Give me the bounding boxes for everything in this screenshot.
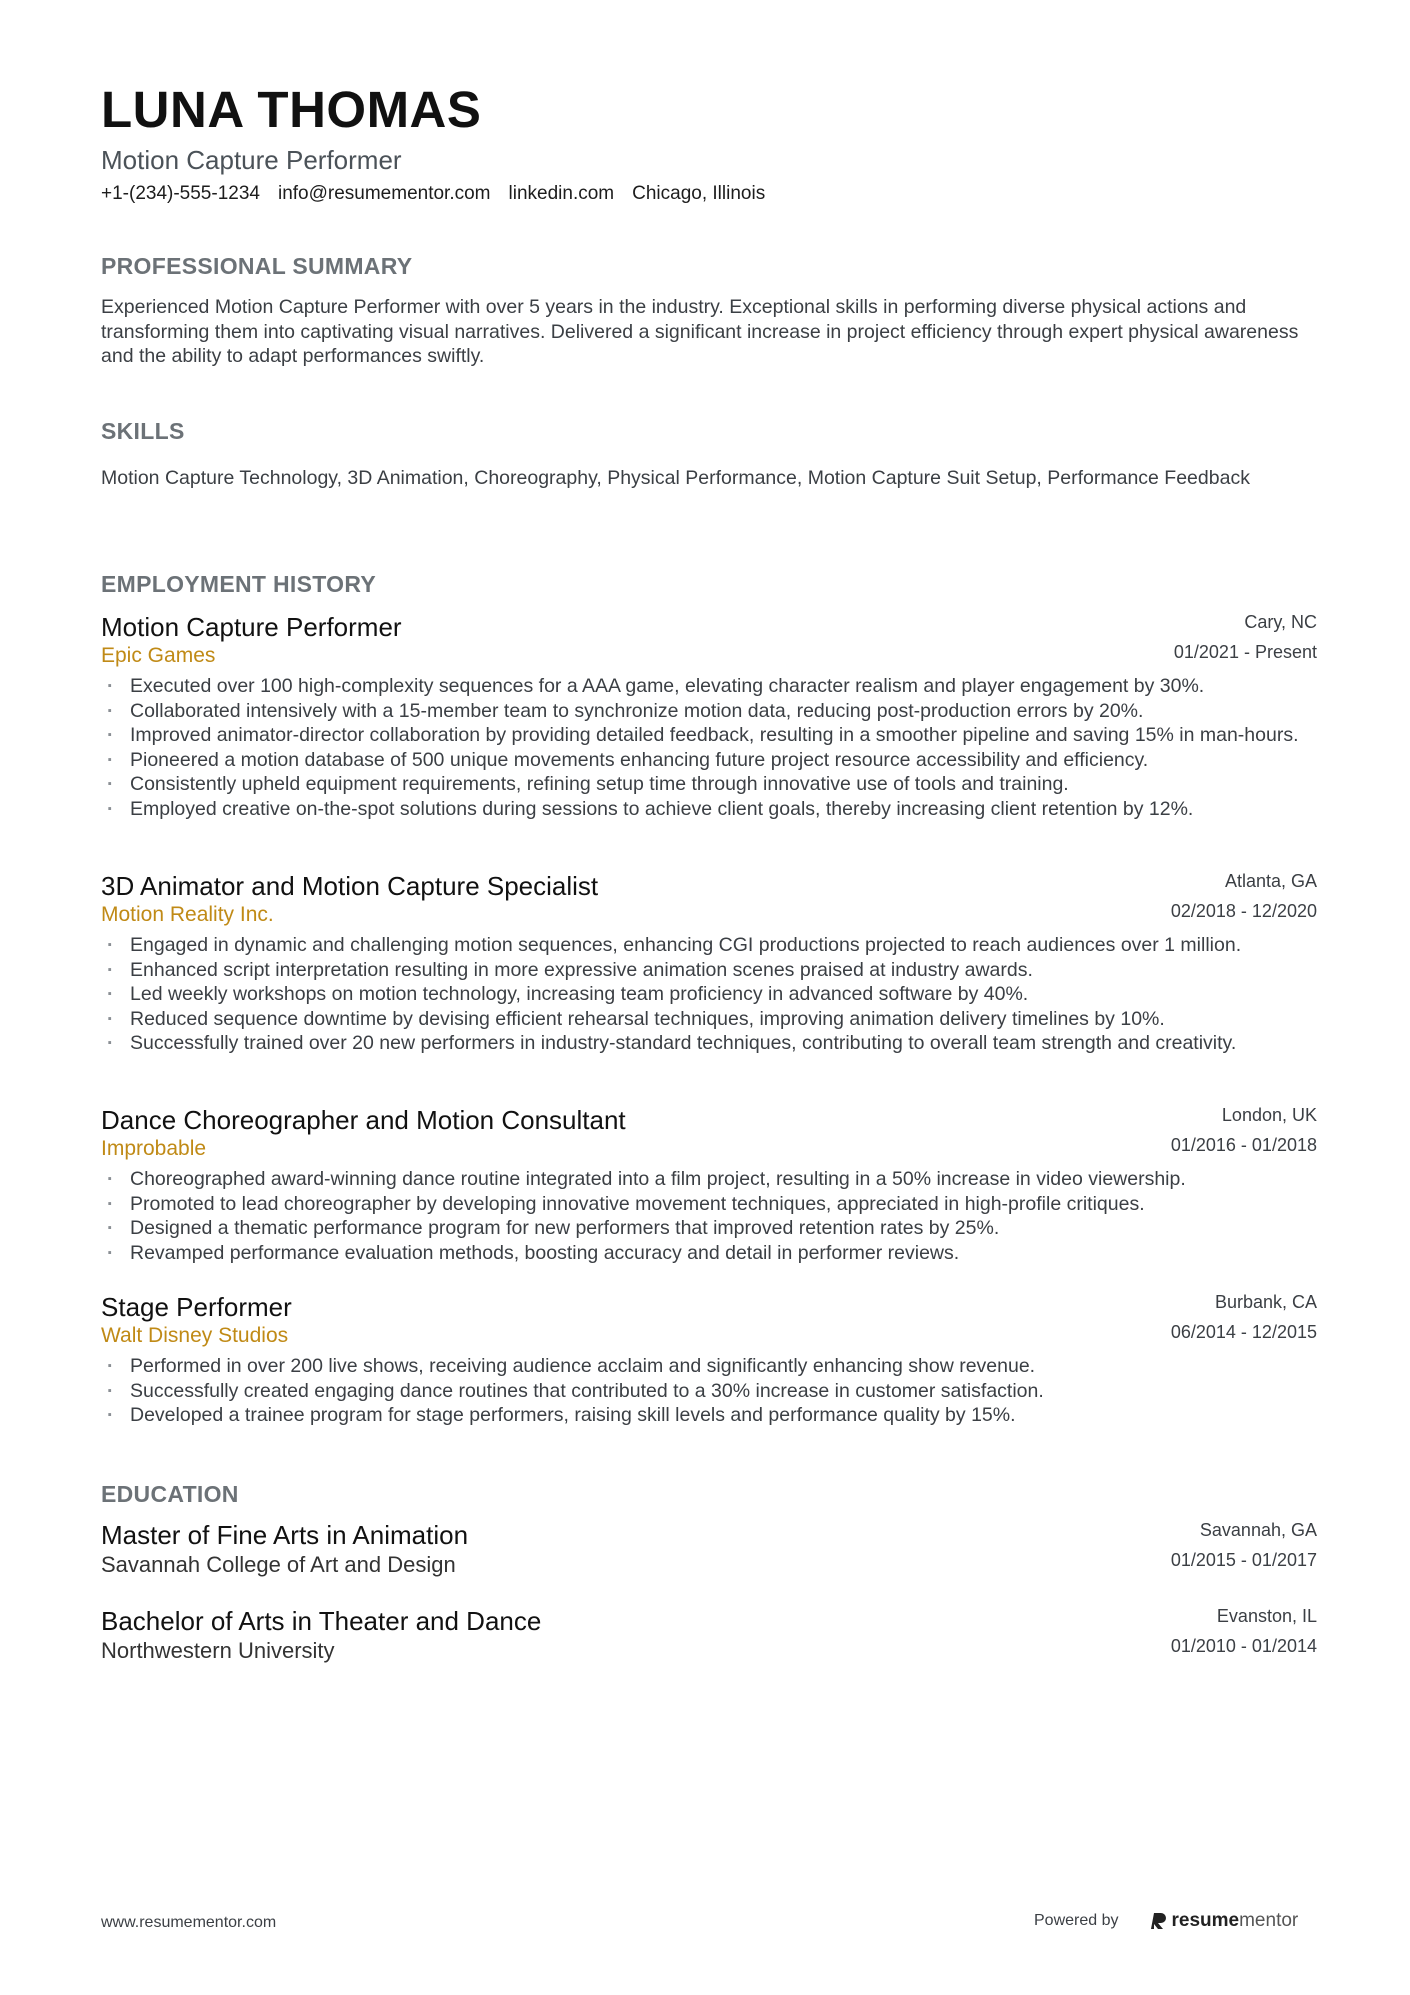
candidate-name: LUNA THOMAS <box>101 81 482 138</box>
education-school: Savannah College of Art and Design <box>101 1552 456 1577</box>
contact-linkedin[interactable]: linkedin.com <box>508 183 615 204</box>
contact-email[interactable]: info@resumementor.com <box>277 183 491 204</box>
education-entry <box>101 1520 1317 1578</box>
job-bullet: · Successfully trained over 20 new performers in industry-standard techniques, contributing to overall team strength and creativity. <box>101 1031 1317 1056</box>
contact-location: Chicago, Illinois <box>632 183 766 204</box>
candidate-role: Motion Capture Performer <box>101 145 402 175</box>
footer-website[interactable]: www.resumementor.com <box>101 1914 277 1931</box>
job-entry <box>101 612 1317 821</box>
resumementor-logo-icon <box>1151 1911 1167 1931</box>
contact-line <box>101 183 765 205</box>
job-bullets <box>101 1167 1317 1265</box>
skills-text: Motion Capture Technology, 3D Animation, Choreography, Physical Performance, Motion Capture Suit Setup, Performance Feedback <box>101 467 1250 489</box>
job-bullet: · Collaborated intensively with a 15-member team to synchronize motion data, reducing post-production errors by 20%. <box>101 699 1317 724</box>
job-company: Epic Games <box>101 644 216 667</box>
job-company: Improbable <box>101 1137 207 1160</box>
summary-heading: PROFESSIONAL SUMMARY <box>101 253 413 279</box>
job-location: Cary, NC <box>1244 612 1317 632</box>
contact-phone: +1-(234)-555-1234 <box>101 183 260 204</box>
job-title: Motion Capture Performer <box>101 612 402 642</box>
job-title: Dance Choreographer and Motion Consultant <box>101 1105 626 1135</box>
job-company: Motion Reality Inc. <box>101 903 274 926</box>
job-bullet: · Designed a thematic performance program for new performers that improved retention rates by 25%. <box>101 1216 1317 1241</box>
job-company: Walt Disney Studios <box>101 1324 289 1347</box>
education-degree: Bachelor of Arts in Theater and Dance <box>101 1606 542 1636</box>
powered-by-label: Powered by <box>1034 1912 1119 1929</box>
job-entry <box>101 1292 1317 1428</box>
job-dates: 01/2021 - Present <box>1173 642 1317 662</box>
education-entry <box>101 1606 1317 1664</box>
job-bullet: · Developed a trainee program for stage performers, raising skill levels and performance quality by 15%. <box>101 1403 1317 1428</box>
job-title: 3D Animator and Motion Capture Specialist <box>101 871 599 901</box>
education-heading: EDUCATION <box>101 1481 239 1507</box>
education-dates: 01/2015 - 01/2017 <box>1170 1550 1317 1570</box>
job-bullet: · Performed in over 200 live shows, receiving audience acclaim and significantly enhancing show revenue. <box>101 1354 1317 1379</box>
job-bullet: · Improved animator-director collaboration by providing detailed feedback, resulting in a smoother pipeline and saving 15% in man-hours. <box>101 723 1317 748</box>
education-school: Northwestern University <box>101 1638 335 1663</box>
job-dates: 06/2014 - 12/2015 <box>1170 1322 1317 1342</box>
education-location: Evanston, IL <box>1216 1606 1317 1626</box>
brand-name-light: mentor <box>1239 1910 1299 1931</box>
job-location: London, UK <box>1221 1105 1317 1125</box>
job-bullet: · Revamped performance evaluation methods, boosting accuracy and detail in performer reviews. <box>101 1241 1317 1266</box>
job-entry <box>101 1105 1317 1265</box>
summary-text: Experienced Motion Capture Performer with over 5 years in the industry. Exceptional skills in performing diverse physical actions and transforming them into captivating visual narratives. Delivered a significant increase in project efficiency through expert physical awareness and the ability to adapt performances swiftly. <box>101 296 1299 367</box>
job-bullet: · Reduced sequence downtime by devising efficient rehearsal techniques, improving animation delivery timelines by 10%. <box>101 1007 1317 1032</box>
job-bullet: · Promoted to lead choreographer by developing innovative movement techniques, appreciated in high-profile critiques. <box>101 1192 1317 1217</box>
job-location: Burbank, CA <box>1214 1292 1317 1312</box>
job-dates: 01/2016 - 01/2018 <box>1170 1135 1317 1155</box>
job-location: Atlanta, GA <box>1224 871 1317 891</box>
job-bullet: · Employed creative on-the-spot solutions during sessions to achieve client goals, thereby increasing client retention by 12%. <box>101 797 1317 822</box>
job-bullet: · Led weekly workshops on motion technology, increasing team proficiency in advanced software by 40%. <box>101 982 1317 1007</box>
job-bullet: · Enhanced script interpretation resulting in more expressive animation scenes praised at industry awards. <box>101 958 1317 983</box>
brand-name-bold: resume <box>1171 1910 1240 1931</box>
job-bullets <box>101 933 1317 1056</box>
job-bullet: · Successfully created engaging dance routines that contributed to a 30% increase in customer satisfaction. <box>101 1379 1317 1404</box>
job-bullet: · Choreographed award-winning dance routine integrated into a film project, resulting in a 50% increase in video viewership. <box>101 1167 1317 1192</box>
footer-brand <box>1034 1910 1298 1932</box>
job-bullet: · Engaged in dynamic and challenging motion sequences, enhancing CGI productions projected to reach audiences over 1 million. <box>101 933 1317 958</box>
job-bullet: · Consistently upheld equipment requirements, refining setup time through innovative use of tools and training. <box>101 772 1317 797</box>
job-entry <box>101 871 1317 1056</box>
skills-heading: SKILLS <box>101 418 185 444</box>
employment-heading: EMPLOYMENT HISTORY <box>101 571 377 597</box>
job-bullets <box>101 674 1317 821</box>
education-dates: 01/2010 - 01/2014 <box>1170 1636 1317 1656</box>
job-title: Stage Performer <box>101 1292 292 1322</box>
education-degree: Master of Fine Arts in Animation <box>101 1520 469 1550</box>
job-bullet: · Executed over 100 high-complexity sequences for a AAA game, elevating character realism and player engagement by 30%. <box>101 674 1317 699</box>
job-dates: 02/2018 - 12/2020 <box>1170 901 1317 921</box>
job-bullets <box>101 1354 1317 1428</box>
education-location: Savannah, GA <box>1199 1520 1317 1540</box>
job-bullet: · Pioneered a motion database of 500 unique movements enhancing future project resource accessibility and efficiency. <box>101 748 1317 773</box>
